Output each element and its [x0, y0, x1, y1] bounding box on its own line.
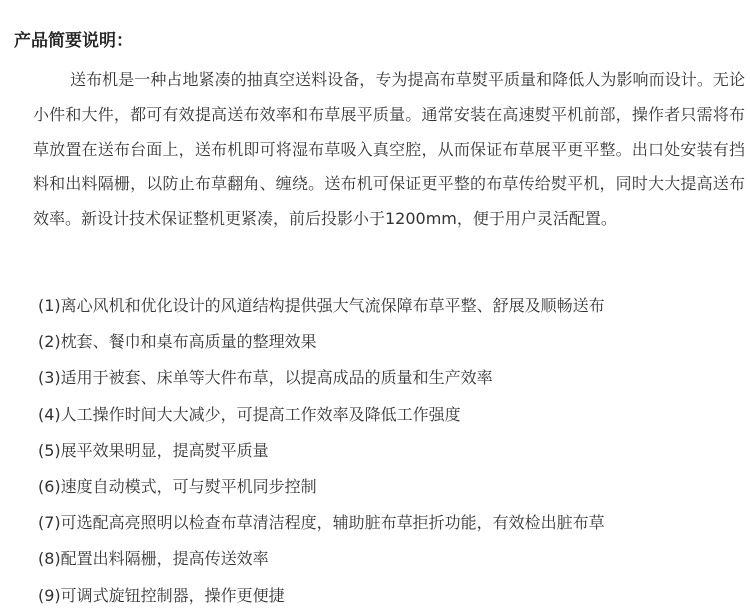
feature-item: (1)离心风机和优化设计的风道结构提供强大气流保障布草平整、舒展及顺畅送布 — [38, 296, 605, 315]
intro-paragraph: 送布机是一种占地紧凑的抽真空送料设备，专为提高布草熨平质量和降低人为影响而设计。无论小件和大件，都可有效提高送布效率和布草展平质量。通常安装在高速熨平机前部，操作者只需将布草放置在送布台面上，送布机即可将湿布草吸入真空腔，从而保证布草展平更平整。出口处安装有挡料和出料隔栅，以防止布草翻角、缠绕。送布机可保证更平整的布草传给熨平机，同时大大提高送布效率。新设计技术保证整机更紧凑，前后投影小于1200mm，便于用户灵活配置。 — [33, 70, 745, 229]
feature-item: (2)枕套、餐巾和桌布高质量的整理效果 — [38, 332, 317, 352]
feature-item: (7)可选配高亮照明以检查布草清洁程度，辅助脏布草拒折功能，有效检出脏布草 — [38, 513, 605, 533]
feature-item: (9)可调式旋钮控制器，操作更便捷 — [38, 585, 285, 605]
feature-item: (3)适用于被套、床单等大件布草，以提高成品的质量和生产效率 — [38, 368, 493, 388]
feature-list — [38, 290, 605, 616]
feature-item: (4)人工操作时间大大减少，可提高工作效率及降低工作强度 — [38, 404, 461, 424]
feature-item: (5)展平效果明显，提高熨平质量 — [38, 440, 269, 460]
feature-item: (8)配置出料隔栅，提高传送效率 — [38, 549, 269, 569]
feature-item: (6)速度自动模式，可与熨平机同步控制 — [38, 476, 317, 496]
section-title: 产品简要说明： — [14, 31, 133, 51]
